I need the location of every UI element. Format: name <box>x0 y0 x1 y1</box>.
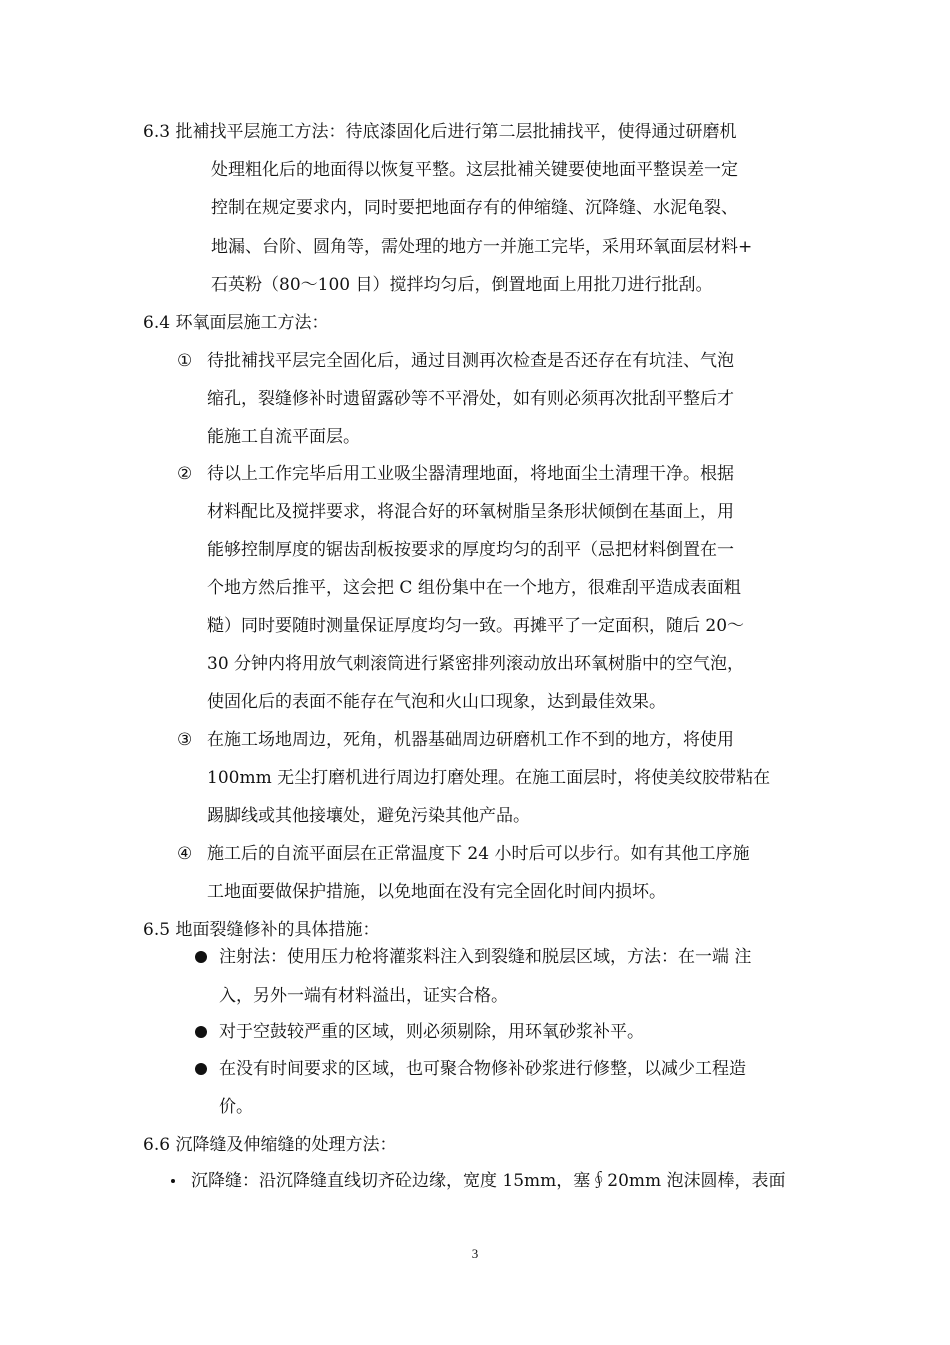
item-2-line-5: 糙）同时要随时测量保证厚度均匀一致。再摊平了一定面积，随后 20～ <box>207 616 745 636</box>
item-2-line-2: 材料配比及搅拌要求，将混合好的环氧树脂呈条形状倾倒在基面上，用 <box>207 502 734 522</box>
bullet-3-line-1: 在没有时间要求的区域，也可聚合物修补砂浆进行修整，以减少工程造 <box>219 1059 746 1079</box>
bullet-1-line-2: 入，另外一端有材料溢出，证实合格。 <box>219 986 508 1006</box>
item-2-line-4: 个地方然后推平，这会把 C 组份集中在一个地方，很难刮平造成表面粗 <box>207 578 741 598</box>
item-3-line-3: 踢脚线或其他接壤处，避免污染其他产品。 <box>207 806 530 826</box>
item-4-line-1: 施工后的自流平面层在正常温度下 24 小时后可以步行。如有其他工序施 <box>207 844 750 864</box>
item-1-line-2: 缩孔，裂缝修补时遗留露砂等不平滑处，如有则必须再次批刮平整后才 <box>207 389 734 409</box>
bullet-disc-icon <box>195 1063 207 1075</box>
item-2-line-6: 30 分钟内将用放气刺滚筒进行紧密排列滚动放出环氧树脂中的空气泡， <box>207 654 745 674</box>
bullet-3-line-2: 价。 <box>219 1097 253 1117</box>
section-6-3-line-5: 石英粉（80～100 目）搅拌均匀后，倒置地面上用批刀进行批刮。 <box>211 275 713 295</box>
item-4-line-2: 工地面要做保护措施，以免地面在没有完全固化时间内损坏。 <box>207 882 666 902</box>
section-6-6-heading: 6.6 沉降缝及伸缩缝的处理方法： <box>143 1135 397 1155</box>
item-2-line-3: 能够控制厚度的锯齿刮板按要求的厚度均匀的刮平（忌把材料倒置在一 <box>207 540 734 560</box>
bullet-1-line-1: 注射法：使用压力枪将灌浆料注入到裂缝和脱层区域，方法：在一端 注 <box>219 947 752 967</box>
section-6-6-bullet-1: 沉降缝：沿沉降缝直线切齐砼边缘，宽度 15mm，塞∮20mm 泡沫圆棒，表面 <box>191 1171 786 1191</box>
circled-number-2: ② <box>177 464 193 484</box>
item-1-line-1: 待批補找平层完全固化后，通过目测再次检查是否还存在有坑洼、气泡 <box>207 351 734 371</box>
bullet-2-line-1: 对于空鼓较严重的区域，则必须剔除，用环氧砂浆补平。 <box>219 1022 644 1042</box>
item-2-line-7: 使固化后的表面不能存在气泡和火山口现象，达到最佳效果。 <box>207 692 666 712</box>
section-6-3-line-4: 地漏、台阶、圆角等，需处理的地方一并施工完毕，采用环氧面层材料+ <box>211 237 753 257</box>
circled-number-3: ③ <box>177 730 193 750</box>
section-6-3-line-3: 控制在规定要求内，同时要把地面存有的伸缩缝、沉降缝、水泥龟裂、 <box>211 198 738 218</box>
circled-number-1: ① <box>177 351 193 371</box>
item-1-line-3: 能施工自流平面层。 <box>207 427 360 447</box>
bullet-dot-icon <box>171 1179 175 1183</box>
page-number: 3 <box>471 1246 479 1261</box>
section-6-4-heading: 6.4 环氧面层施工方法： <box>143 313 329 333</box>
item-3-line-1: 在施工场地周边，死角，机器基础周边研磨机工作不到的地方，将使用 <box>207 730 734 750</box>
section-6-3-line-2: 处理粗化后的地面得以恢复平整。这层批補关键要使地面平整误差一定 <box>211 160 738 180</box>
item-3-line-2: 100mm 无尘打磨机进行周边打磨处理。在施工面层时，将使美纹胶带粘在 <box>207 768 771 788</box>
section-6-5-heading: 6.5 地面裂缝修补的具体措施： <box>143 920 380 940</box>
bullet-disc-icon <box>195 1026 207 1038</box>
item-2-line-1: 待以上工作完毕后用工业吸尘器清理地面，将地面尘土清理干净。根据 <box>207 464 734 484</box>
bullet-disc-icon <box>195 951 207 963</box>
section-6-3-line-1: 6.3 批補找平层施工方法：待底漆固化后进行第二层批捕找平，使得通过研磨机 <box>143 122 737 142</box>
circled-number-4: ④ <box>177 844 193 864</box>
